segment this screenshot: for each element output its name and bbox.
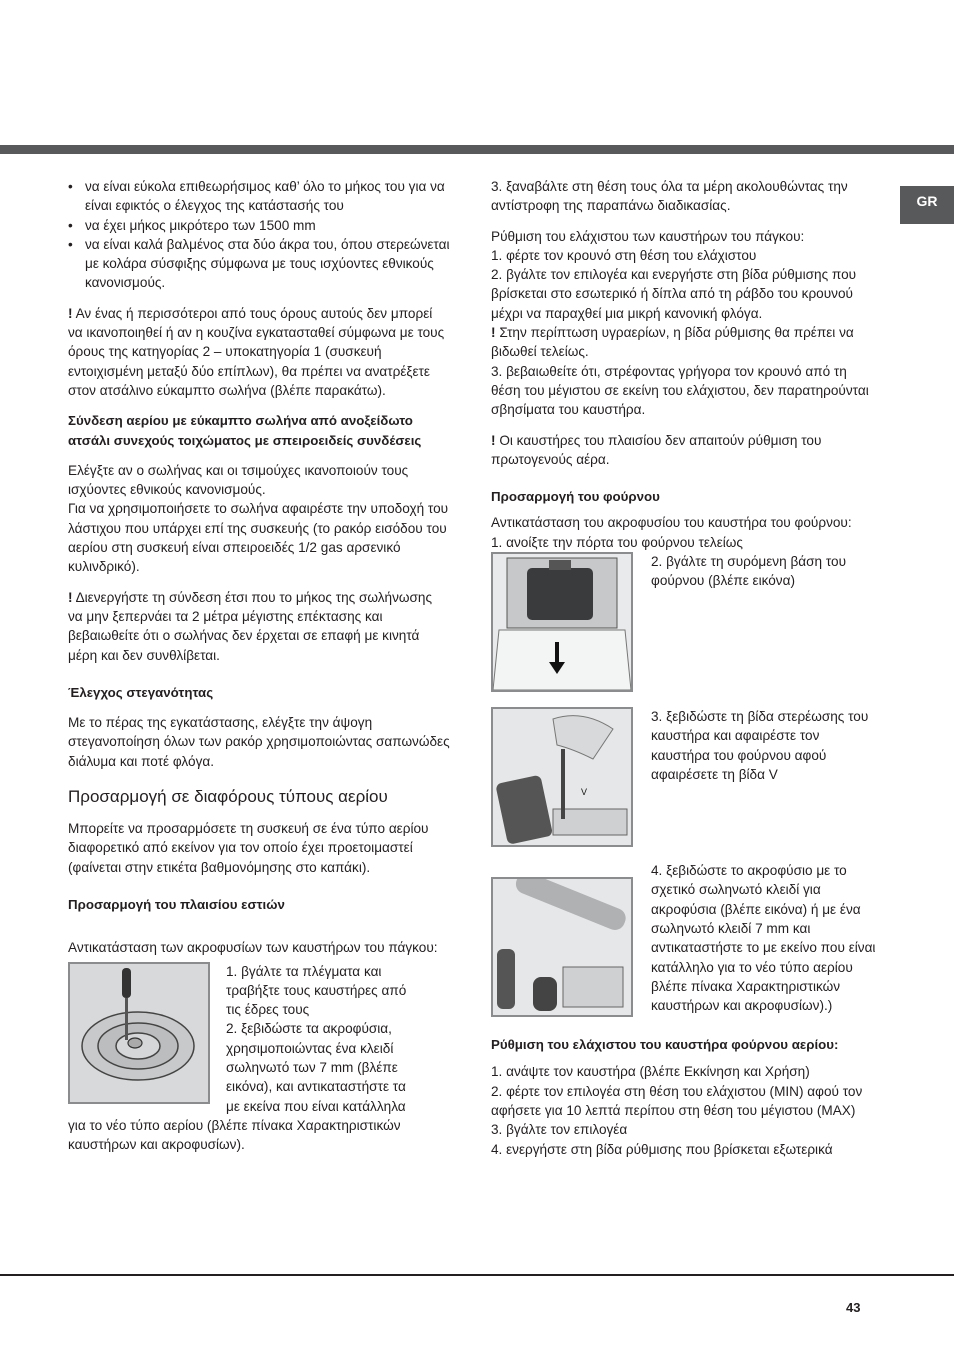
step-text: 4. ξεβιδώστε το ακροφύσιο με το σχετικό σωληνωτό κλειδί για ακροφύσια (βλέπε εικόνα) ή με ένα σωληνωτό κλειδί 7 mm και αντικαταστήστε το με εκείνο που είναι κατάλληλο για το νέο τύπο αερίου βλέπε πίνακα Χαρακτηριστικών καυστήρων και ακροφυσίων).) xyxy=(651,863,876,1014)
paragraph: 1. ανοίξτε την πόρτα του φούρνου τελείως xyxy=(491,534,743,550)
step-line: 3. βγάλτε τον επιλογέα xyxy=(491,1122,628,1138)
oven-figure-row-1 xyxy=(491,552,876,692)
warning-paragraph xyxy=(491,431,876,470)
hose-requirements-list xyxy=(68,177,450,293)
section-heading-hob: Προσαρμογή του πλαισίου εστιών xyxy=(68,896,285,912)
step-text: 3. ξεβιδώστε τη βίδα στερέωσης του καυστήρα και αφαιρέστε τον καυστήρα του φούρνου αφού αφαιρέσετε τη βίδα V xyxy=(651,709,869,782)
paragraph: για το νέο τύπο αερίου (βλέπε πίνακα Χαρακτηριστικών καυστήρων και ακροφυσίων). xyxy=(68,1117,401,1153)
warning-text: Στην περίπτωση υγραερίων, η βίδα ρύθμισης θα πρέπει να βιδωθεί τελείως. xyxy=(491,325,854,360)
section-heading-seal: Έλεγχος στεγανότητας xyxy=(68,684,214,700)
v-label: V xyxy=(581,787,588,798)
oven-figure-row-3 xyxy=(491,861,876,1017)
paragraph: Ελέγξτε αν ο σωλήνας και οι τσιμούχες ικανοποιούν τους ισχύοντες εθνικούς κανονισμούς. xyxy=(68,462,409,498)
step-line: με εκείνα που είναι κατάλληλα xyxy=(226,1098,406,1114)
paragraph: Αντικατάσταση των ακροφυσίων των καυστήρων του πάγκου: xyxy=(68,940,438,956)
step-line: εικόνα), και αντικαταστήστε τα xyxy=(226,1079,406,1095)
warning-paragraph xyxy=(491,323,876,362)
left-column xyxy=(68,177,450,1154)
bottom-rule xyxy=(0,1274,954,1276)
paragraph: Με το πέρας της εγκατάστασης, ελέγξτε την άψογη στεγανοποίηση όλων των ρακόρ χρησιμοποιώντας σαπωνώδες διάλυμα και ποτέ φλόγα. xyxy=(68,715,450,769)
paragraph: 1. φέρτε τον κρουνό στη θέση του ελάχιστου xyxy=(491,247,757,263)
top-bar xyxy=(0,145,954,154)
step-line: 4. ενεργήστε στη βίδα ρύθμισης που βρίσκεται εξωτερικά xyxy=(491,1141,833,1157)
warning-mark: ! xyxy=(491,325,496,341)
right-column xyxy=(491,177,876,1159)
section-heading-oven-min: Ρύθμιση του ελάχιστου του καυστήρα φούρνου αερίου: xyxy=(491,1037,839,1053)
step-line: 1. βγάλτε τα πλέγματα και xyxy=(226,963,382,979)
warning-text: Διενεργήστε τη σύνδεση έτσι που το μήκος της σωλήνωσης να μην ξεπερνάει τα 2 μέτρα μέγιστης επέκτασης και βεβαιωθείτε ότι ο σωλήνας δεν έρχεται σε επαφή με κινητά μέρη και δεν συνθλίβεται. xyxy=(68,589,433,663)
step-text: 2. βγάλτε τη συρόμενη βάση του φούρνου (βλέπε εικόνα) xyxy=(651,554,847,589)
paragraph: 2. βγάλτε τον επιλογέα και ενεργήστε στη βίδα ρύθμισης που βρίσκεται στο εσωτερικό ή δίπλα από τη ράβδο του κρουνού μέχρι να παραχθεί μια μικρή κανονική φλόγα. xyxy=(491,267,857,321)
step-line: τις έδρες τους xyxy=(226,1002,310,1018)
section-heading-hose: Σύνδεση αερίου με εύκαμπτο σωλήνα από ανοξείδωτο ατσάλι συνεχούς τοιχώματος με σπειροειδείς συνδέσεις xyxy=(68,413,422,448)
section-heading-oven: Προσαρμογή του φούρνου xyxy=(491,489,660,505)
oven-tray-figure xyxy=(491,552,633,692)
oven-nozzle-wrench-figure xyxy=(491,877,633,1017)
oven-figure-row-2 xyxy=(491,707,876,847)
section-title-adapt: Προσαρμογή σε διαφόρους τύπους αερίου xyxy=(68,787,388,807)
paragraph: Αντικατάσταση του ακροφυσίου του καυστήρα του φούρνου: xyxy=(491,515,852,531)
step-line: σωληνωτό των 7 mm (βλέπε xyxy=(226,1059,398,1075)
oven-burner-screw-figure xyxy=(491,707,633,847)
warning-text: Οι καυστήρες του πλαισίου δεν απαιτούν ρύθμιση του πρωτογενούς αέρα. xyxy=(491,432,822,467)
list-item: • να έχει μήκος μικρότερο των 1500 mm xyxy=(68,216,450,235)
hob-nozzle-figure xyxy=(68,962,210,1104)
paragraph: 3. ξαναβάλτε στη θέση τους όλα τα μέρη ακολουθώντας την αντίστροφη της παραπάνω διαδικασίας. xyxy=(491,179,848,214)
paragraph: Μπορείτε να προσαρμόσετε τη συσκευή σε ένα τύπο αερίου διαφορετικό από εκείνον για τον οποίο έχει προετοιμαστεί (φαίνεται στην ετικέτα βαθμονόμησης στο καπάκι). xyxy=(68,821,429,875)
list-item: • να είναι καλά βαλμένος στα δύο άκρα του, όπου στερεώνεται με κολάρα σύσφιξης σύμφωνα με τους ισχύοντες εθνικούς κανονισμούς. xyxy=(68,235,450,293)
step-line: 2. φέρτε τον επιλογέα στη θέση του ελάχιστου (MIN) αφού τον αφήσετε για 10 λεπτά περίπου στη θέση του μέγιστου (MAX) xyxy=(491,1083,863,1118)
step-line: 2. ξεβιδώστε τα ακροφύσια, xyxy=(226,1021,392,1037)
step-line: χρησιμοποιώντας ένα κλειδί xyxy=(226,1040,394,1056)
page-number: 43 xyxy=(846,1300,861,1315)
warning-paragraph xyxy=(68,588,450,665)
step-line: 1. ανάψτε τον καυστήρα (βλέπε Εκκίνηση και Χρήση) xyxy=(491,1064,810,1080)
warning-paragraph xyxy=(68,304,450,400)
language-tab: GR xyxy=(900,186,954,224)
warning-text: Αν ένας ή περισσότεροι από τους όρους αυτούς δεν μπορεί να ικανοποιηθεί ή αν η κουζίνα εγκατασταθεί σύμφωνα με τους όρους της κατηγορίας 2 – υποκατηγορία 1 (συσκευή εντοιχισμένη μεταξύ δύο επίπλων), θα πρέπει να ανατρέξετε στον ατσάλινο εύκαμπτο σωλήνα (βλέπε παρακάτω). xyxy=(68,305,445,398)
step-line: τραβήξτε τους καυστήρες από xyxy=(226,982,407,998)
warning-mark: ! xyxy=(68,305,73,321)
hob-figure-row xyxy=(68,962,450,1116)
list-item: • να είναι εύκολα επιθεωρήσιμος καθ’ όλο το μήκος του για να είναι εφικτός ο έλεγχος της κατάστασής του xyxy=(68,177,450,216)
warning-mark: ! xyxy=(68,589,73,605)
hob-steps xyxy=(226,962,406,1116)
warning-mark: ! xyxy=(491,432,496,448)
paragraph: 3. βεβαιωθείτε ότι, στρέφοντας γρήγορα τον κρουνό από τη θέση του μέγιστου σε εκείνη του ελάχιστου, δεν παρατηρούνται σβησίματα του καυστήρα. xyxy=(491,363,869,418)
paragraph: Ρύθμιση του ελάχιστου των καυστήρων του πάγκου: xyxy=(491,228,805,244)
paragraph: Για να χρησιμοποιήσετε το σωλήνα αφαιρέστε την υποδοχή του λάστιχου που υπάρχει επί της συσκευής (το ρακόρ εισόδου του αερίου στη συσκευή είναι σπειροειδές 1/2 gas αρσενικό κυλινδρικό). xyxy=(68,501,449,575)
